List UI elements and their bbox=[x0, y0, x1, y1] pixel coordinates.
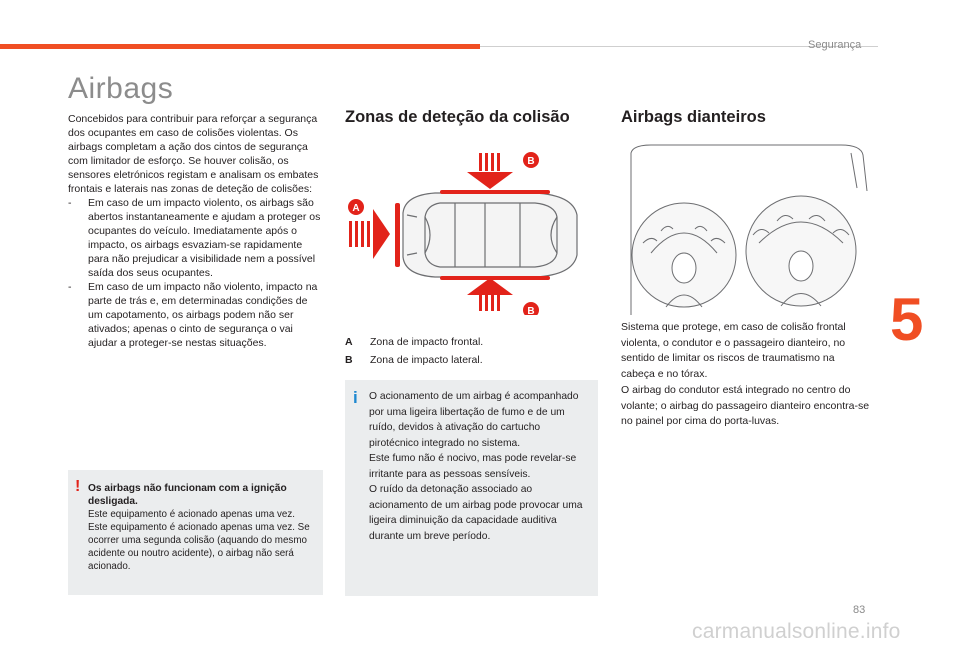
intro-item bbox=[68, 196, 324, 280]
warning-icon: ! bbox=[75, 478, 81, 495]
chapter-number: 5 bbox=[890, 286, 924, 353]
front-paragraph: Sistema que protege, em caso de colisão frontal violenta, o condutor e o passageiro dianteiro, no sentido de limitar os riscos de traumatismo na cabeça e no tórax. bbox=[621, 321, 846, 381]
label-a: A bbox=[352, 203, 360, 214]
info-icon: i bbox=[353, 388, 358, 407]
legend-key: A bbox=[345, 336, 353, 348]
side-impact-arrow-top bbox=[467, 153, 513, 189]
intro-item bbox=[68, 280, 324, 350]
car-top-view bbox=[403, 193, 577, 277]
front-airbags-text bbox=[621, 320, 871, 430]
warning-title: Os airbags não funcionam com a ignição desligada. bbox=[88, 483, 287, 507]
header-accent-bar bbox=[0, 44, 480, 49]
list-dash: - bbox=[68, 281, 72, 293]
watermark: carmanualsonline.info bbox=[692, 620, 901, 643]
intro-paragraph: Concebidos para contribuir para reforçar a segurança dos ocupantes em caso de colisões violentas. Os airbags completam a ação dos cintos de segurança com limitador de esforço. Se houver colisão, os sensores eletrónicos registam e analisam os embates frontais e laterais nas zonas de deteção de colisões: bbox=[68, 113, 319, 195]
section-label: Segurança bbox=[808, 39, 862, 51]
zones-legend bbox=[345, 333, 595, 369]
legend-text: Zona de impacto lateral. bbox=[370, 354, 483, 366]
front-airbags-heading: Airbags dianteiros bbox=[621, 108, 766, 126]
intro-text bbox=[68, 112, 324, 350]
info-paragraph: O ruído da detonação associado ao acionamento de um airbag pode provocar uma ligeira diminuição da capacidade auditiva durante um breve período. bbox=[369, 484, 583, 542]
intro-item-text: Em caso de um impacto violento, os airbags são abertos instantaneamente e ajudam a proteger os ocupantes do veículo. Imediatamente após o impacto, os airbags esvaziam-se rapidamente para não prejudicar a visibilidade nem a possível saída dos seus ocupantes. bbox=[88, 197, 321, 279]
front-impact-arrow bbox=[349, 209, 390, 259]
side-zone-highlight-bottom bbox=[440, 276, 550, 280]
list-dash: - bbox=[68, 197, 72, 209]
front-zone-highlight bbox=[395, 203, 400, 267]
info-paragraph: O acionamento de um airbag é acompanhado por uma ligeira libertação de fumo e de um ruído, devidos à ativação do cartucho pirotécnico integrado no sistema. bbox=[369, 391, 579, 449]
side-zone-highlight-top bbox=[440, 190, 550, 194]
label-b-bottom: B bbox=[527, 306, 535, 315]
label-b-top: B bbox=[527, 156, 535, 167]
legend-key: B bbox=[345, 354, 353, 366]
page-number: 83 bbox=[853, 604, 866, 616]
zones-heading: Zonas de deteção da colisão bbox=[345, 108, 570, 126]
warning-text: Este equipamento é acionado apenas uma vez. Este equipamento é acionado apenas uma vez. Se ocorrer uma segunda colisão (aquando do mesmo acidente ou noutro acidente), o airbag não será acionado. bbox=[88, 509, 310, 572]
warning-box bbox=[68, 470, 323, 595]
info-paragraph: Este fumo não é nocivo, mas pode revelar-se irritante para as pessoas sensíveis. bbox=[369, 453, 577, 480]
front-paragraph: O airbag do condutor está integrado no centro do volante; o airbag do passageiro dianteiro encontra-se no painel por cima do porta-luvas. bbox=[621, 383, 870, 428]
intro-item-text: Em caso de um impacto não violento, impacto na parte de trás e, em determinadas condições de um capotamento, os airbags podem não ser ativados; apenas o cinto de segurança o vai ajudar a proteger-se nestas situações. bbox=[88, 281, 318, 349]
info-box bbox=[345, 380, 598, 596]
legend-row bbox=[345, 351, 595, 369]
front-airbags-illustration bbox=[621, 143, 868, 315]
car-impact-diagram bbox=[345, 145, 595, 315]
legend-text: Zona de impacto frontal. bbox=[370, 336, 484, 348]
side-impact-arrow-bottom bbox=[467, 278, 513, 311]
page-title: Airbags bbox=[68, 72, 174, 105]
legend-row bbox=[345, 333, 595, 351]
